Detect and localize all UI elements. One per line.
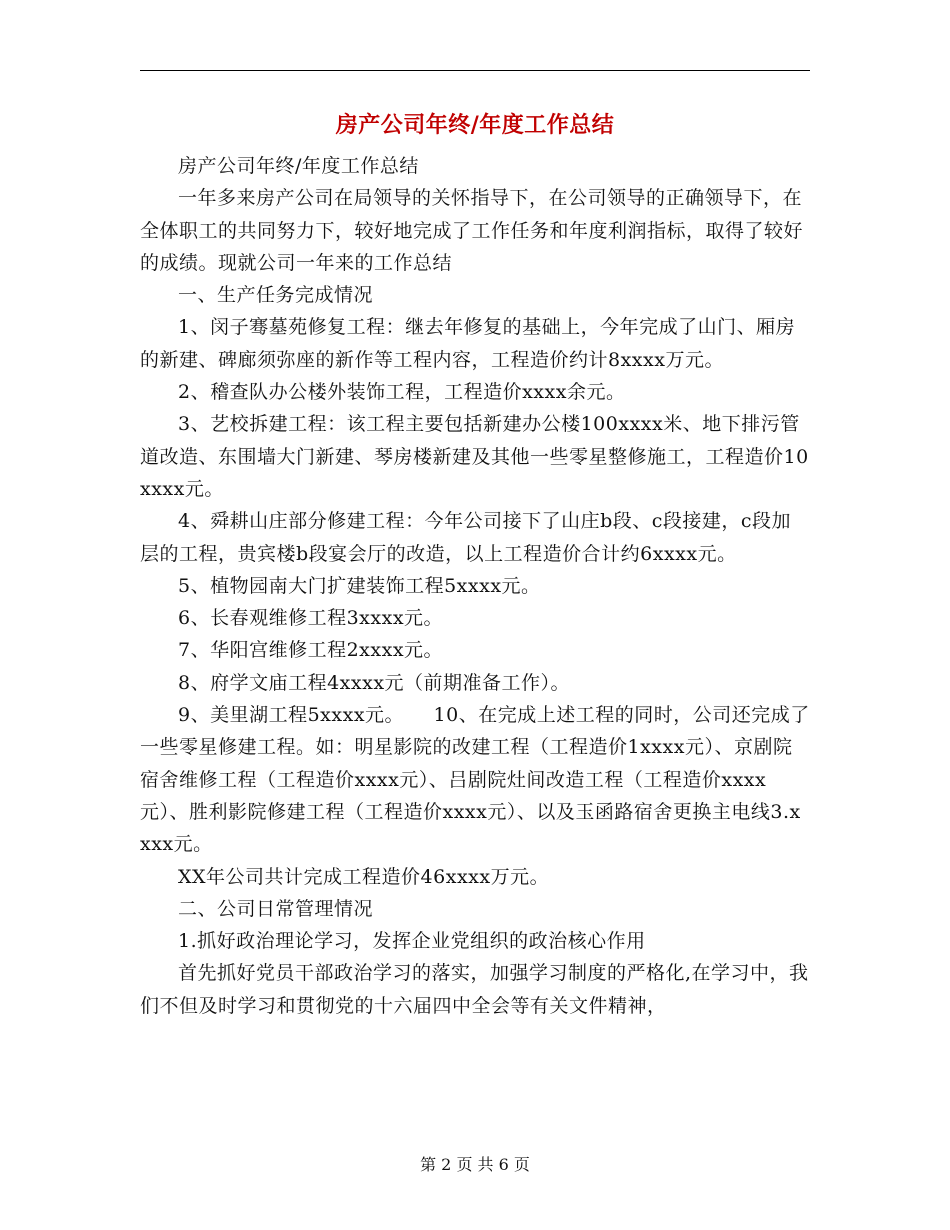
list-item-5: 5、植物园南大门扩建装饰工程5xxxx元。	[178, 574, 541, 597]
paragraph-politics: 首先抓好党员干部政治学习的落实，加强学习制度的严格化,在学习中，我们不但及时学习和贯彻党的十六届四中全会等有关文件精神，	[140, 962, 809, 1017]
list-item-9-10: 9、美里湖工程5xxxx元。 10、在完成上述工程的同时，公司还完成了一些零星修建工程。如：明星影院的改建工程（工程造价1xxxx元）、京剧院宿舍维修工程（工程造价xxxx元）、吕剧院灶间改造工程（工程造价xxxx元）、胜利影院修建工程（工程造价xxxx元）、以及玉函路宿舍更换主电线3.xxxx元。	[140, 704, 810, 856]
section-heading-management: 二、公司日常管理情况	[178, 897, 374, 920]
document-title: 房产公司年终/年度工作总结	[335, 112, 615, 138]
paragraph-subtitle: 房产公司年终/年度工作总结	[178, 155, 419, 177]
page-footer	[0, 1155, 950, 1175]
subsection-heading-politics: 1.抓好政治理论学习，发挥企业党组织的政治核心作用	[178, 930, 646, 953]
list-item-4: 4、舜耕山庄部分修建工程：今年公司接下了山庄b段、c段接建，c段加层的工程，贵宾楼b段宴会厅的改造，以上工程造价合计约6xxxx元。	[140, 510, 792, 565]
list-item-8: 8、府学文庙工程4xxxx元（前期准备工作）。	[178, 671, 571, 694]
total-summary: XX年公司共计完成工程造价46xxxx万元。	[178, 865, 550, 888]
list-item-7: 7、华阳宫维修工程2xxxx元。	[178, 639, 444, 662]
document-body	[140, 150, 810, 1022]
paragraph-intro: 一年多来房产公司在局领导的关怀指导下，在公司领导的正确领导下，在全体职工的共同努力下，较好地完成了工作任务和年度利润指标，取得了较好的成绩。现就公司一年来的工作总结	[140, 187, 804, 274]
list-item-2: 2、稽查队办公楼外装饰工程，工程造价xxxx余元。	[178, 381, 626, 404]
list-item-3: 3、艺校拆建工程：该工程主要包括新建办公楼100xxxx米、地下排污管道改造、东围墙大门新建、琴房楼新建及其他一些零星整修施工，工程造价10xxxx元。	[140, 413, 809, 500]
list-item-1: 1、闵子骞墓苑修复工程：继去年修复的基础上，今年完成了山门、厢房的新建、碑廊须弥座的新作等工程内容，工程造价约计8xxxx万元。	[140, 316, 796, 371]
header-rule	[140, 70, 810, 71]
page-number-label: 第 2 页 共 6 页	[420, 1155, 530, 1174]
section-heading-production: 一、生产任务完成情况	[178, 284, 374, 307]
list-item-6: 6、长春观维修工程3xxxx元。	[178, 607, 444, 630]
